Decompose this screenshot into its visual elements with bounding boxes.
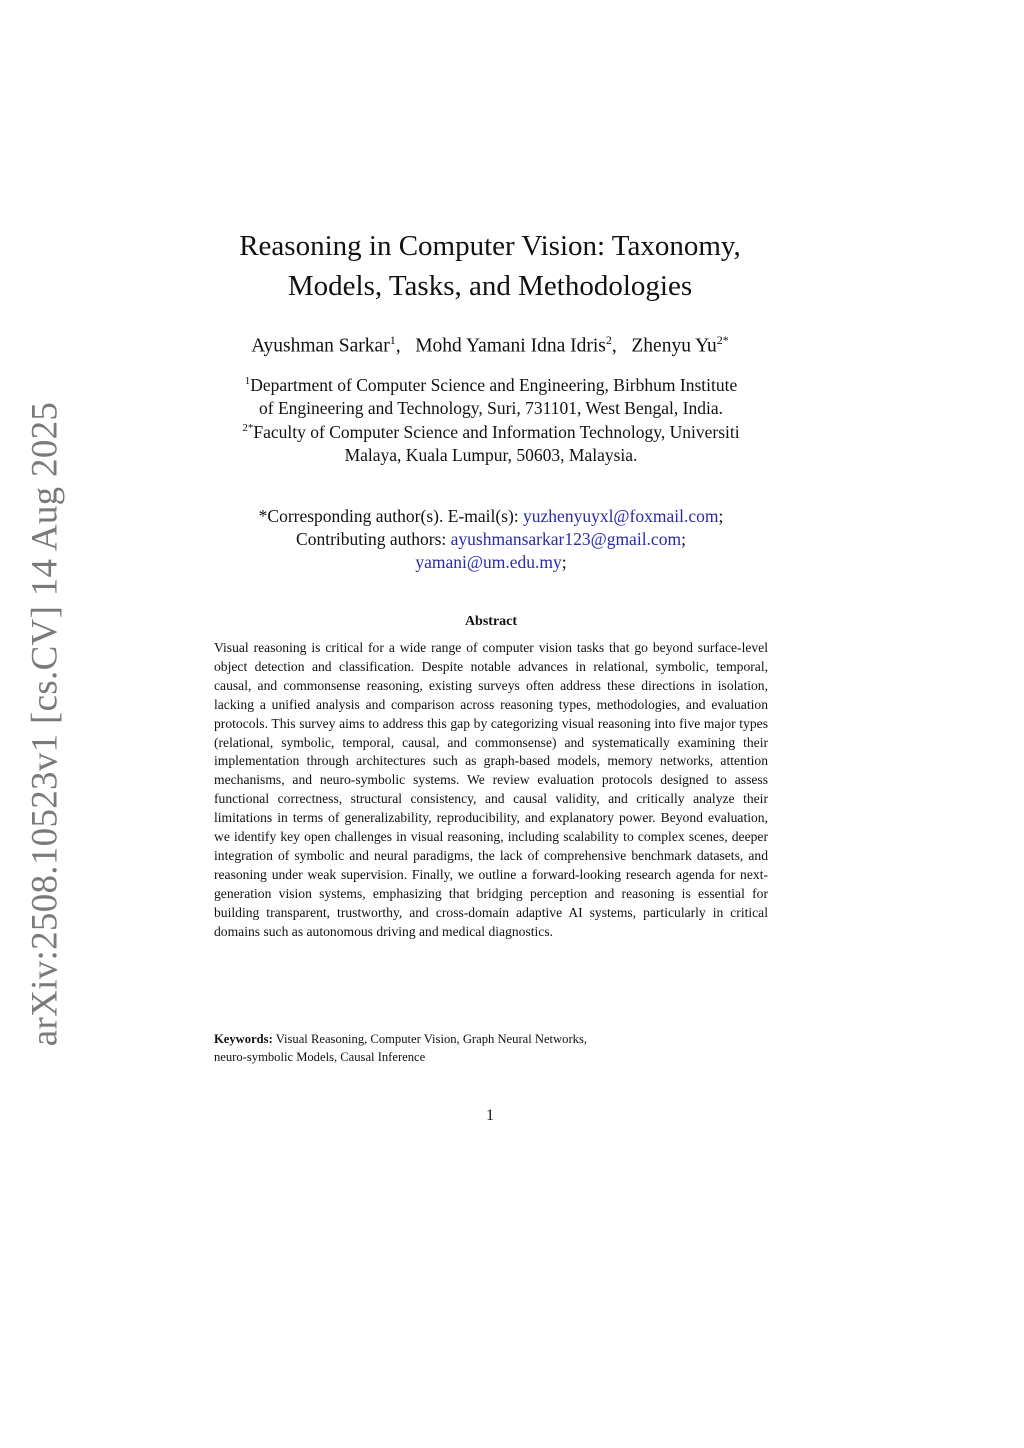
contributing-label: Contributing authors: <box>296 529 451 549</box>
author-affiliation-mark: 1 <box>389 333 396 347</box>
keywords-label: Keywords: <box>214 1032 273 1046</box>
email-separator: ; <box>718 506 724 526</box>
affiliation-mark: 1 <box>244 375 251 387</box>
keywords-line: neuro-symbolic Models, Causal Inference <box>214 1049 426 1064</box>
keywords-line: Visual Reasoning, Computer Vision, Graph Neural Networks, <box>275 1032 587 1046</box>
affiliation-2 <box>195 417 787 467</box>
affiliation-line: of Engineering and Technology, Suri, 731101, West Bengal, India. <box>259 397 723 418</box>
author-affiliation-mark: 2* <box>716 333 729 347</box>
author-name: Ayushman Sarkar <box>251 335 390 357</box>
title-line-1: Reasoning in Computer Vision: Taxonomy, <box>239 230 741 262</box>
affiliation-line: Faculty of Computer Science and Information Technology, Universiti <box>253 421 740 442</box>
affiliation-line: Malaya, Kuala Lumpur, 50603, Malaysia. <box>344 444 638 465</box>
corresponding-email-link[interactable]: yuzhenyuyxl@foxmail.com <box>523 506 719 526</box>
email-separator: ; <box>681 529 686 549</box>
author-name: Mohd Yamani Idna Idris <box>415 335 606 357</box>
affiliation-line: Department of Computer Science and Engineering, Birbhum Institute <box>250 374 738 395</box>
author-separator: , <box>395 335 411 357</box>
keywords-block <box>214 1031 768 1066</box>
corresponding-label: *Corresponding author(s). E-mail(s): <box>258 506 524 526</box>
paper-title <box>190 226 790 306</box>
affiliation-1 <box>195 370 787 420</box>
title-line-2: Models, Tasks, and Methodologies <box>287 270 693 302</box>
author-separator: , <box>611 335 627 357</box>
correspondence-block <box>195 505 787 574</box>
author-affiliation-mark: 2 <box>605 333 612 347</box>
contributing-email-link-2[interactable]: yamani@um.edu.my <box>415 552 562 572</box>
author-name: Zhenyu Yu <box>631 335 717 357</box>
contributing-email-link-1[interactable]: ayushmansarkar123@gmail.com <box>450 529 682 549</box>
email-separator: ; <box>561 552 567 572</box>
author-list <box>170 333 810 358</box>
arxiv-identifier-stamp: arXiv:2508.10523v1 [cs.CV] 14 Aug 2025 <box>24 401 66 1047</box>
affiliation-mark: 2* <box>242 422 254 434</box>
abstract-text: Visual reasoning is critical for a wide range of computer vision tasks that go beyond surface-level object detection and classification. Despite notable advances in relational, symbolic, temporal, causal, and commonsense reasoning, existing surveys often address these directions in isolation, lacking a unified analysis and comparison across reasoning types, methodologies, and evaluation protocols. This survey aims to address this gap by categorizing visual reasoning into five major types (relational, symbolic, temporal, causal, and commonsense) and systematically examining their implementation through architectures such as graph-based models, memory networks, attention mechanisms, and neuro-symbolic systems. We review evaluation protocols designed to assess functional correctness, structural consistency, and causal validity, and critically analyze their limitations in terms of generalizability, reproducibility, and explanatory power. Beyond evaluation, we identify key open challenges in visual reasoning, including scalability to complex scenes, deeper integration of symbolic and neural paradigms, the lack of comprehensive benchmark datasets, and reasoning under weak supervision. Finally, we outline a forward-looking research agenda for next-generation vision systems, emphasizing that bridging perception and reasoning is essential for building transparent, trustworthy, and cross-domain adaptive AI systems, particularly in critical domains such as autonomous driving and medical diagnostics. <box>214 640 768 939</box>
abstract-heading: Abstract <box>464 614 518 629</box>
page-number: 1 <box>486 1107 494 1124</box>
